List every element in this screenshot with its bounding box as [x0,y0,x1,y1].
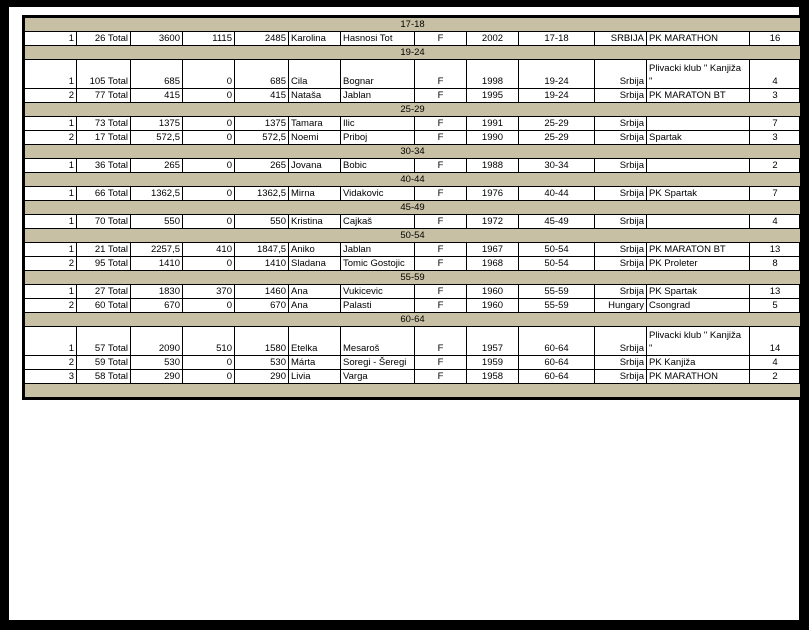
points-cell: 4 [750,60,801,89]
club-cell: PK Kanjiža [647,356,750,370]
score-a-cell: 685 [131,60,183,89]
sex-cell: F [415,131,467,145]
points-cell: 3 [750,131,801,145]
category-cell: 30-34 [519,159,595,173]
id-cell: 95 Total [77,257,131,271]
rank-cell: 1 [25,327,77,356]
club-cell: PK Spartak [647,187,750,201]
points-cell: 5 [750,299,801,313]
table-row [25,32,801,46]
last-name-cell: Jablan [341,243,415,257]
score-a-cell: 3600 [131,32,183,46]
country-cell: Srbija [595,285,647,299]
category-cell: 60-64 [519,370,595,384]
category-cell: 19-24 [519,89,595,103]
rank-cell: 1 [25,60,77,89]
category-cell: 55-59 [519,299,595,313]
first-name-cell: Sladana [289,257,341,271]
score-b-cell: 370 [183,285,235,299]
group-header-row [25,46,801,60]
score-c-cell: 530 [235,356,289,370]
first-name-cell: Ana [289,299,341,313]
score-b-cell: 0 [183,159,235,173]
first-name-cell: Jovana [289,159,341,173]
first-name-cell: Ana [289,285,341,299]
id-cell: 27 Total [77,285,131,299]
points-cell: 8 [750,257,801,271]
id-cell: 59 Total [77,356,131,370]
sex-cell: F [415,257,467,271]
points-cell: 13 [750,243,801,257]
points-cell: 2 [750,370,801,384]
group-header-label: 50-54 [25,229,801,243]
country-cell: Srbija [595,117,647,131]
group-header-label: 19-24 [25,46,801,60]
table-row [25,370,801,384]
id-cell: 70 Total [77,215,131,229]
last-name-cell: Bognar [341,60,415,89]
points-cell: 16 [750,32,801,46]
score-b-cell: 0 [183,215,235,229]
score-b-cell: 0 [183,356,235,370]
points-cell: 7 [750,117,801,131]
points-cell: 13 [750,285,801,299]
table-row [25,89,801,103]
results-sheet [22,15,802,400]
id-cell: 66 Total [77,187,131,201]
table-row [25,356,801,370]
score-b-cell: 0 [183,370,235,384]
country-cell: Srbija [595,370,647,384]
score-a-cell: 2090 [131,327,183,356]
score-c-cell: 572,5 [235,131,289,145]
country-cell: Srbija [595,356,647,370]
year-cell: 1960 [467,299,519,313]
year-cell: 1968 [467,257,519,271]
country-cell: Hungary [595,299,647,313]
last-name-cell: Vukicevic [341,285,415,299]
score-b-cell: 0 [183,131,235,145]
year-cell: 2002 [467,32,519,46]
rank-cell: 2 [25,89,77,103]
group-header-row [25,173,801,187]
club-cell: PK MARATHON [647,32,750,46]
group-header-row [25,145,801,159]
score-b-cell: 0 [183,257,235,271]
score-b-cell: 410 [183,243,235,257]
score-a-cell: 530 [131,356,183,370]
score-c-cell: 265 [235,159,289,173]
last-name-cell: Tomic Gostojic [341,257,415,271]
page [9,7,799,620]
table-row [25,257,801,271]
table-row [25,243,801,257]
rank-cell: 2 [25,356,77,370]
country-cell: Srbija [595,131,647,145]
first-name-cell: Etelka [289,327,341,356]
first-name-cell: Aniko [289,243,341,257]
year-cell: 1998 [467,60,519,89]
last-name-cell: Priboj [341,131,415,145]
last-name-cell: Bobic [341,159,415,173]
category-cell: 60-64 [519,327,595,356]
sex-cell: F [415,299,467,313]
club-cell: Csongrad [647,299,750,313]
club-cell: PK MARATON BT [647,243,750,257]
year-cell: 1990 [467,131,519,145]
score-b-cell: 0 [183,117,235,131]
sex-cell: F [415,32,467,46]
score-a-cell: 415 [131,89,183,103]
score-a-cell: 572,5 [131,131,183,145]
country-cell: Srbija [595,243,647,257]
points-cell: 14 [750,327,801,356]
sex-cell: F [415,117,467,131]
results-table [24,17,801,398]
last-name-cell: Hasnosi Tot [341,32,415,46]
sex-cell: F [415,187,467,201]
club-cell: PK MARATON BT [647,89,750,103]
first-name-cell: Márta [289,356,341,370]
score-b-cell: 1115 [183,32,235,46]
id-cell: 21 Total [77,243,131,257]
sex-cell: F [415,356,467,370]
score-a-cell: 1375 [131,117,183,131]
id-cell: 105 Total [77,60,131,89]
first-name-cell: Cila [289,60,341,89]
country-cell: Srbija [595,89,647,103]
score-b-cell: 0 [183,89,235,103]
country-cell: Srbija [595,215,647,229]
score-c-cell: 1362,5 [235,187,289,201]
category-cell: 45-49 [519,215,595,229]
last-name-cell: Vidakovic [341,187,415,201]
id-cell: 73 Total [77,117,131,131]
sex-cell: F [415,215,467,229]
table-row [25,285,801,299]
score-c-cell: 415 [235,89,289,103]
group-header-row [25,229,801,243]
score-b-cell: 510 [183,327,235,356]
group-header-label: 45-49 [25,201,801,215]
score-b-cell: 0 [183,299,235,313]
club-cell: PK Proleter [647,257,750,271]
club-cell: PK Spartak [647,285,750,299]
year-cell: 1976 [467,187,519,201]
year-cell: 1988 [467,159,519,173]
sex-cell: F [415,370,467,384]
group-header-label: 30-34 [25,145,801,159]
table-row [25,60,801,89]
last-name-cell: Varga [341,370,415,384]
category-cell: 60-64 [519,356,595,370]
score-c-cell: 1580 [235,327,289,356]
group-header-label: 17-18 [25,18,801,32]
group-header-row [25,271,801,285]
year-cell: 1959 [467,356,519,370]
rank-cell: 1 [25,32,77,46]
group-header-row [25,18,801,32]
id-cell: 17 Total [77,131,131,145]
score-c-cell: 2485 [235,32,289,46]
category-cell: 17-18 [519,32,595,46]
table-row [25,215,801,229]
first-name-cell: Mirna [289,187,341,201]
table-row [25,159,801,173]
points-cell: 4 [750,215,801,229]
last-name-cell: Ilic [341,117,415,131]
points-cell: 7 [750,187,801,201]
rank-cell: 1 [25,159,77,173]
year-cell: 1957 [467,327,519,356]
category-cell: 19-24 [519,60,595,89]
rank-cell: 2 [25,257,77,271]
year-cell: 1995 [467,89,519,103]
category-cell: 50-54 [519,243,595,257]
year-cell: 1991 [467,117,519,131]
score-a-cell: 1362,5 [131,187,183,201]
rank-cell: 1 [25,117,77,131]
club-cell: PK MARATHON [647,370,750,384]
rank-cell: 3 [25,370,77,384]
club-cell: Plivacki klub " Kanjiža " [647,60,750,89]
score-a-cell: 550 [131,215,183,229]
points-cell: 2 [750,159,801,173]
category-cell: 55-59 [519,285,595,299]
rank-cell: 1 [25,243,77,257]
group-header-row [25,201,801,215]
last-name-cell: Mesaroš [341,327,415,356]
results-body [25,18,801,398]
first-name-cell: Noemi [289,131,341,145]
group-header-label: 40-44 [25,173,801,187]
table-row [25,117,801,131]
score-b-cell: 0 [183,187,235,201]
year-cell: 1960 [467,285,519,299]
score-a-cell: 1410 [131,257,183,271]
table-row [25,299,801,313]
country-cell: Srbija [595,60,647,89]
year-cell: 1958 [467,370,519,384]
score-a-cell: 670 [131,299,183,313]
table-footer-row [25,384,801,398]
score-c-cell: 670 [235,299,289,313]
points-cell: 4 [750,356,801,370]
category-cell: 50-54 [519,257,595,271]
rank-cell: 2 [25,299,77,313]
rank-cell: 1 [25,215,77,229]
sex-cell: F [415,243,467,257]
table-row [25,187,801,201]
score-c-cell: 550 [235,215,289,229]
club-cell [647,117,750,131]
score-a-cell: 290 [131,370,183,384]
category-cell: 40-44 [519,187,595,201]
last-name-cell: Palasti [341,299,415,313]
score-a-cell: 265 [131,159,183,173]
table-row [25,131,801,145]
first-name-cell: Karolina [289,32,341,46]
sex-cell: F [415,89,467,103]
sex-cell: F [415,327,467,356]
country-cell: Srbija [595,257,647,271]
group-header-label: 60-64 [25,313,801,327]
group-header-row [25,103,801,117]
first-name-cell: Livia [289,370,341,384]
score-b-cell: 0 [183,60,235,89]
sex-cell: F [415,60,467,89]
table-row [25,327,801,356]
score-c-cell: 1847,5 [235,243,289,257]
group-header-label: 55-59 [25,271,801,285]
category-cell: 25-29 [519,117,595,131]
country-cell: SRBIJA [595,32,647,46]
last-name-cell: Cajkaš [341,215,415,229]
group-header-label: 25-29 [25,103,801,117]
category-cell: 25-29 [519,131,595,145]
id-cell: 77 Total [77,89,131,103]
year-cell: 1972 [467,215,519,229]
id-cell: 60 Total [77,299,131,313]
year-cell: 1967 [467,243,519,257]
club-cell [647,215,750,229]
score-c-cell: 1375 [235,117,289,131]
club-cell: Spartak [647,131,750,145]
country-cell: Srbija [595,187,647,201]
score-c-cell: 685 [235,60,289,89]
table-footer-cell [25,384,801,398]
country-cell: Srbija [595,327,647,356]
club-cell: Plivacki klub " Kanjiža " [647,327,750,356]
rank-cell: 1 [25,285,77,299]
id-cell: 57 Total [77,327,131,356]
score-a-cell: 1830 [131,285,183,299]
points-cell: 3 [750,89,801,103]
first-name-cell: Tamara [289,117,341,131]
sex-cell: F [415,159,467,173]
first-name-cell: Nataša [289,89,341,103]
score-c-cell: 1410 [235,257,289,271]
score-c-cell: 290 [235,370,289,384]
id-cell: 36 Total [77,159,131,173]
club-cell [647,159,750,173]
last-name-cell: Soregi - Šeregi [341,356,415,370]
group-header-row [25,313,801,327]
first-name-cell: Kristina [289,215,341,229]
sex-cell: F [415,285,467,299]
score-c-cell: 1460 [235,285,289,299]
rank-cell: 2 [25,131,77,145]
score-a-cell: 2257,5 [131,243,183,257]
id-cell: 58 Total [77,370,131,384]
country-cell: Srbija [595,159,647,173]
last-name-cell: Jablan [341,89,415,103]
rank-cell: 1 [25,187,77,201]
id-cell: 26 Total [77,32,131,46]
